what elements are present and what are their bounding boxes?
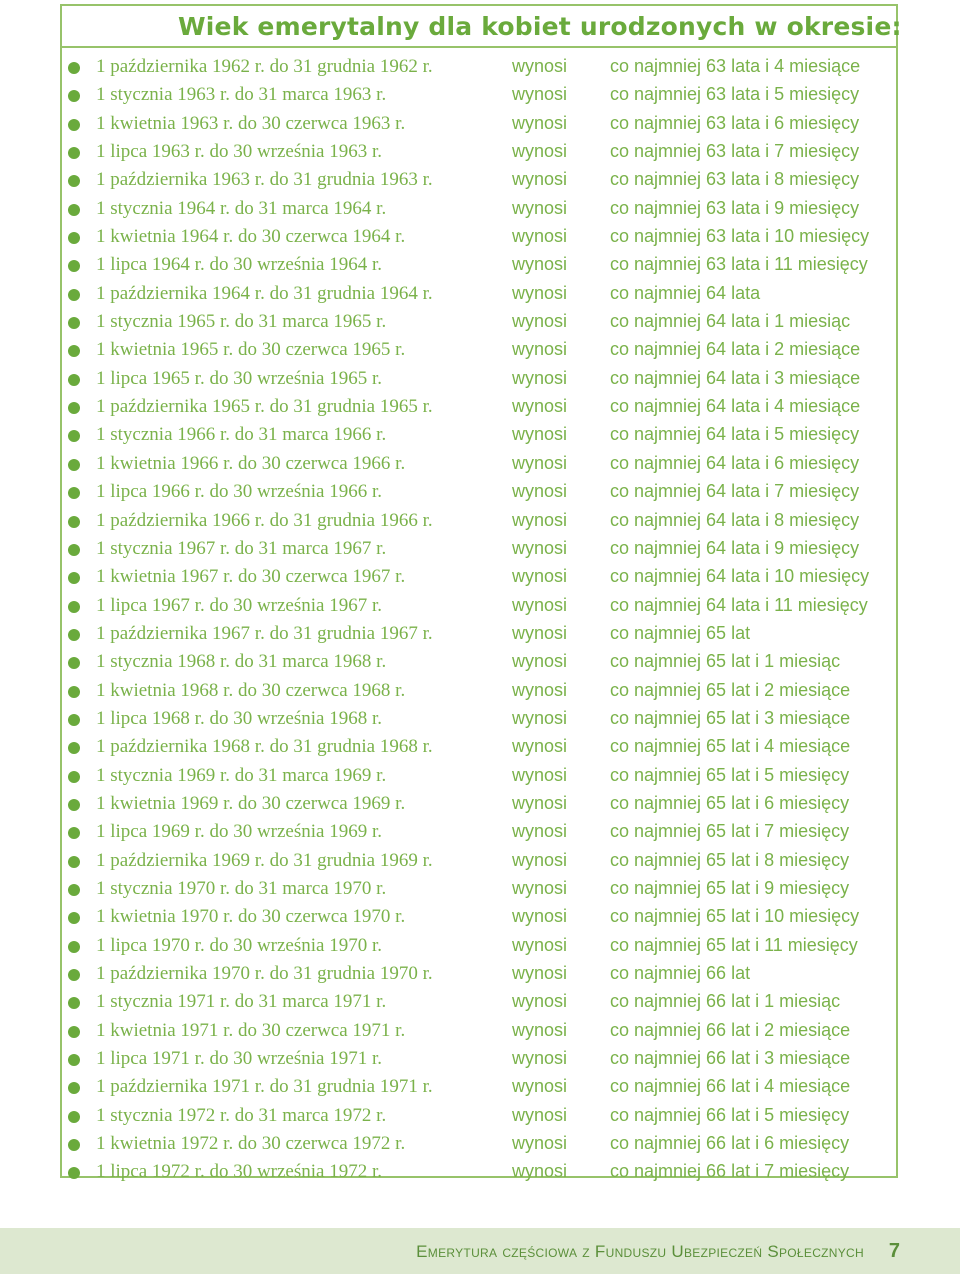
list-item xyxy=(62,706,896,734)
bullet-icon xyxy=(68,430,80,442)
birth-period: 1 kwietnia 1966 r. do 30 czerwca 1966 r. xyxy=(96,452,406,474)
retirement-age: co najmniej 64 lata i 4 miesiące xyxy=(610,396,861,417)
retirement-age: co najmniej 66 lat i 5 miesięcy xyxy=(610,1104,850,1125)
list-item xyxy=(62,876,896,904)
birth-period: 1 stycznia 1964 r. do 31 marca 1964 r. xyxy=(96,197,387,219)
bullet-icon xyxy=(68,232,80,244)
retirement-age: co najmniej 64 lata i 3 miesiące xyxy=(610,367,861,388)
list-item xyxy=(62,904,896,932)
retirement-age: co najmniej 66 lat i 2 miesiące xyxy=(610,1019,851,1040)
retirement-age: co najmniej 66 lat i 3 miesiące xyxy=(610,1048,851,1069)
verb-label: wynosi xyxy=(512,509,568,530)
verb-label: wynosi xyxy=(512,141,568,162)
verb-label: wynosi xyxy=(512,226,568,247)
list-item xyxy=(62,111,896,139)
birth-period: 1 stycznia 1967 r. do 31 marca 1967 r. xyxy=(96,537,387,559)
bullet-icon xyxy=(68,90,80,102)
birth-period: 1 października 1963 r. do 31 grudnia 1963 r. xyxy=(96,169,433,191)
retirement-age: co najmniej 65 lat i 10 miesięcy xyxy=(610,906,860,927)
birth-period: 1 stycznia 1963 r. do 31 marca 1963 r. xyxy=(96,84,387,106)
verb-label: wynosi xyxy=(512,679,568,700)
list-item xyxy=(62,536,896,564)
birth-period: 1 lipca 1965 r. do 30 września 1965 r. xyxy=(96,367,383,389)
retirement-age: co najmniej 63 lata i 5 miesięcy xyxy=(610,84,860,105)
list-item xyxy=(62,1074,896,1102)
retirement-age: co najmniej 63 lata i 4 miesiące xyxy=(610,56,861,76)
list-item xyxy=(62,734,896,762)
retirement-age: co najmniej 66 lat xyxy=(610,963,751,983)
retirement-age: co najmniej 64 lata i 5 miesięcy xyxy=(610,424,860,445)
list-item xyxy=(62,508,896,536)
retirement-age-table xyxy=(60,4,902,1183)
verb-label: wynosi xyxy=(512,991,568,1012)
page-footer xyxy=(0,1228,960,1274)
table-header xyxy=(62,6,902,48)
bullet-icon xyxy=(68,601,80,613)
birth-period: 1 kwietnia 1970 r. do 30 czerwca 1970 r. xyxy=(96,906,406,928)
birth-period: 1 stycznia 1966 r. do 31 marca 1966 r. xyxy=(96,424,387,446)
list-item xyxy=(62,621,896,649)
birth-period: 1 października 1964 r. do 31 grudnia 1964 r. xyxy=(96,282,433,304)
retirement-age: co najmniej 66 lat i 7 miesięcy xyxy=(610,1161,850,1182)
retirement-age: co najmniej 66 lat i 4 miesiące xyxy=(610,1076,851,1097)
birth-period: 1 kwietnia 1965 r. do 30 czerwca 1965 r. xyxy=(96,339,406,361)
list-item xyxy=(62,564,896,592)
verb-label: wynosi xyxy=(512,254,568,275)
birth-period: 1 października 1966 r. do 31 grudnia 1966 r. xyxy=(96,509,433,531)
verb-label: wynosi xyxy=(512,1133,568,1154)
bullet-icon xyxy=(68,1139,80,1151)
verb-label: wynosi xyxy=(512,849,568,870)
verb-label: wynosi xyxy=(512,367,568,388)
birth-period: 1 stycznia 1969 r. do 31 marca 1969 r. xyxy=(96,764,387,786)
list-item xyxy=(62,678,896,706)
birth-period: 1 października 1970 r. do 31 grudnia 1970 r. xyxy=(96,963,433,984)
list-item xyxy=(62,961,896,989)
birth-period: 1 stycznia 1972 r. do 31 marca 1972 r. xyxy=(96,1104,387,1126)
retirement-age: co najmniej 64 lata i 6 miesięcy xyxy=(610,452,860,473)
verb-label: wynosi xyxy=(512,311,568,332)
bullet-icon xyxy=(68,657,80,669)
retirement-age: co najmniej 66 lat i 1 miesiąc xyxy=(610,991,841,1012)
verb-label: wynosi xyxy=(512,56,568,76)
retirement-age: co najmniej 63 lata i 9 miesięcy xyxy=(610,197,860,218)
list-item xyxy=(62,1018,896,1046)
list-item xyxy=(62,791,896,819)
birth-period: 1 lipca 1964 r. do 30 września 1964 r. xyxy=(96,254,383,276)
bullet-icon xyxy=(68,147,80,159)
birth-period: 1 lipca 1969 r. do 30 września 1969 r. xyxy=(96,821,383,843)
list-item xyxy=(62,82,896,110)
verb-label: wynosi xyxy=(512,594,568,615)
list-item xyxy=(62,989,896,1017)
birth-period: 1 października 1969 r. do 31 grudnia 1969 r. xyxy=(96,849,433,871)
bullet-icon xyxy=(68,62,80,74)
bullet-icon xyxy=(68,799,80,811)
retirement-age: co najmniej 65 lat i 7 miesięcy xyxy=(610,821,850,842)
verb-label: wynosi xyxy=(512,1104,568,1125)
birth-period: 1 października 1965 r. do 31 grudnia 1965 r. xyxy=(96,396,433,418)
verb-label: wynosi xyxy=(512,651,568,672)
bullet-icon xyxy=(68,912,80,924)
list-item xyxy=(62,848,896,876)
verb-label: wynosi xyxy=(512,1076,568,1097)
retirement-age: co najmniej 65 lat i 1 miesiąc xyxy=(610,651,841,672)
bullet-icon xyxy=(68,742,80,754)
list-item xyxy=(62,54,896,82)
retirement-age: co najmniej 63 lata i 10 miesięcy xyxy=(610,226,870,247)
bullet-icon xyxy=(68,941,80,953)
bullet-icon xyxy=(68,204,80,216)
retirement-age: co najmniej 65 lat i 2 miesiące xyxy=(610,679,851,700)
footer-title: Emerytura częściowa z Funduszu Ubezpieczeń Społecznych xyxy=(416,1242,864,1261)
retirement-age: co najmniej 65 lat xyxy=(610,622,751,643)
birth-period: 1 lipca 1970 r. do 30 września 1970 r. xyxy=(96,934,383,956)
verb-label: wynosi xyxy=(512,197,568,218)
birth-period: 1 lipca 1966 r. do 30 września 1966 r. xyxy=(96,481,383,503)
bullet-icon xyxy=(68,260,80,272)
list-item xyxy=(62,422,896,450)
verb-label: wynosi xyxy=(512,452,568,473)
bullet-icon xyxy=(68,572,80,584)
list-item xyxy=(62,1046,896,1074)
list-item xyxy=(62,337,896,365)
list-item xyxy=(62,1159,896,1187)
birth-period: 1 kwietnia 1968 r. do 30 czerwca 1968 r. xyxy=(96,679,406,701)
verb-label: wynosi xyxy=(512,764,568,785)
retirement-age: co najmniej 64 lata i 1 miesiąc xyxy=(610,311,851,332)
verb-label: wynosi xyxy=(512,424,568,445)
birth-period: 1 stycznia 1971 r. do 31 marca 1971 r. xyxy=(96,991,387,1013)
page-number: 7 xyxy=(888,1240,900,1262)
retirement-age: co najmniej 64 lata xyxy=(610,282,761,303)
list-item xyxy=(62,224,896,252)
birth-period: 1 kwietnia 1969 r. do 30 czerwca 1969 r. xyxy=(96,792,406,814)
list-item xyxy=(62,1131,896,1159)
birth-period: 1 lipca 1968 r. do 30 września 1968 r. xyxy=(96,707,383,729)
retirement-age: co najmniej 63 lata i 8 miesięcy xyxy=(610,169,860,190)
retirement-age: co najmniej 64 lata i 7 miesięcy xyxy=(610,481,860,502)
bullet-icon xyxy=(68,544,80,556)
verb-label: wynosi xyxy=(512,481,568,502)
birth-period: 1 kwietnia 1967 r. do 30 czerwca 1967 r. xyxy=(96,566,406,588)
birth-period: 1 stycznia 1965 r. do 31 marca 1965 r. xyxy=(96,311,387,333)
verb-label: wynosi xyxy=(512,792,568,813)
verb-label: wynosi xyxy=(512,1048,568,1069)
verb-label: wynosi xyxy=(512,821,568,842)
retirement-age: co najmniej 65 lat i 3 miesiące xyxy=(610,707,851,728)
retirement-age: co najmniej 65 lat i 9 miesięcy xyxy=(610,877,850,898)
list-item xyxy=(62,167,896,195)
bullet-icon xyxy=(68,119,80,131)
bullet-icon xyxy=(68,317,80,329)
retirement-age: co najmniej 64 lata i 9 miesięcy xyxy=(610,537,860,558)
bullet-icon xyxy=(68,1111,80,1123)
list-item xyxy=(62,933,896,961)
list-item xyxy=(62,451,896,479)
verb-label: wynosi xyxy=(512,906,568,927)
birth-period: 1 października 1962 r. do 31 grudnia 1962 r. xyxy=(96,56,433,77)
list-item xyxy=(62,1103,896,1131)
birth-period: 1 października 1968 r. do 31 grudnia 1968 r. xyxy=(96,736,433,758)
retirement-age: co najmniej 64 lata i 11 miesięcy xyxy=(610,594,868,615)
retirement-age: co najmniej 63 lata i 6 miesięcy xyxy=(610,112,860,133)
bullet-icon xyxy=(68,856,80,868)
list-item xyxy=(62,196,896,224)
retirement-age: co najmniej 63 lata i 11 miesięcy xyxy=(610,254,868,275)
list-item xyxy=(62,593,896,621)
retirement-age: co najmniej 65 lat i 5 miesięcy xyxy=(610,764,850,785)
verb-label: wynosi xyxy=(512,736,568,757)
list-item xyxy=(62,763,896,791)
verb-label: wynosi xyxy=(512,282,568,303)
bullet-icon xyxy=(68,1026,80,1038)
retirement-age: co najmniej 65 lat i 8 miesięcy xyxy=(610,849,850,870)
verb-label: wynosi xyxy=(512,1019,568,1040)
birth-period: 1 kwietnia 1964 r. do 30 czerwca 1964 r. xyxy=(96,226,406,248)
retirement-age: co najmniej 66 lat i 6 miesięcy xyxy=(610,1133,850,1154)
birth-period: 1 października 1971 r. do 31 grudnia 1971 r. xyxy=(96,1076,433,1098)
bullet-icon xyxy=(68,289,80,301)
verb-label: wynosi xyxy=(512,963,568,983)
list-item xyxy=(62,139,896,167)
bullet-icon xyxy=(68,969,80,981)
bullet-icon xyxy=(68,1082,80,1094)
verb-label: wynosi xyxy=(512,112,568,133)
retirement-age: co najmniej 64 lata i 2 miesiące xyxy=(610,339,861,360)
list-item xyxy=(62,394,896,422)
birth-period: 1 stycznia 1970 r. do 31 marca 1970 r. xyxy=(96,877,387,899)
bullet-icon xyxy=(68,374,80,386)
bullet-icon xyxy=(68,771,80,783)
bullet-icon xyxy=(68,629,80,641)
verb-label: wynosi xyxy=(512,934,568,955)
birth-period: 1 lipca 1972 r. do 30 września 1972 r. xyxy=(96,1161,383,1183)
bullet-icon xyxy=(68,402,80,414)
table-title: Wiek emerytalny dla kobiet urodzonych w okresie: xyxy=(178,12,902,41)
verb-label: wynosi xyxy=(512,566,568,587)
retirement-age: co najmniej 65 lat i 4 miesiące xyxy=(610,736,851,757)
retirement-age: co najmniej 63 lata i 7 miesięcy xyxy=(610,141,860,162)
verb-label: wynosi xyxy=(512,537,568,558)
bullet-icon xyxy=(68,714,80,726)
bullet-icon xyxy=(68,827,80,839)
list-item xyxy=(62,366,896,394)
verb-label: wynosi xyxy=(512,339,568,360)
birth-period: 1 kwietnia 1971 r. do 30 czerwca 1971 r. xyxy=(96,1019,406,1041)
verb-label: wynosi xyxy=(512,622,568,643)
birth-period: 1 kwietnia 1963 r. do 30 czerwca 1963 r. xyxy=(96,112,406,134)
bullet-icon xyxy=(68,686,80,698)
retirement-age: co najmniej 65 lat i 11 miesięcy xyxy=(610,934,858,955)
list-item xyxy=(62,819,896,847)
birth-period: 1 kwietnia 1972 r. do 30 czerwca 1972 r. xyxy=(96,1133,406,1155)
retirement-age: co najmniej 64 lata i 10 miesięcy xyxy=(610,566,870,587)
birth-period: 1 lipca 1967 r. do 30 września 1967 r. xyxy=(96,594,383,616)
bullet-icon xyxy=(68,1167,80,1179)
list-item xyxy=(62,649,896,677)
bullet-icon xyxy=(68,459,80,471)
rows-list xyxy=(62,54,896,1188)
verb-label: wynosi xyxy=(512,396,568,417)
list-item xyxy=(62,252,896,280)
verb-label: wynosi xyxy=(512,877,568,898)
bullet-icon xyxy=(68,487,80,499)
birth-period: 1 października 1967 r. do 31 grudnia 1967 r. xyxy=(96,622,433,644)
list-item xyxy=(62,479,896,507)
bullet-icon xyxy=(68,997,80,1009)
bullet-icon xyxy=(68,175,80,187)
birth-period: 1 stycznia 1968 r. do 31 marca 1968 r. xyxy=(96,651,387,673)
retirement-age: co najmniej 64 lata i 8 miesięcy xyxy=(610,509,860,530)
birth-period: 1 lipca 1971 r. do 30 września 1971 r. xyxy=(96,1048,383,1070)
verb-label: wynosi xyxy=(512,1161,568,1182)
verb-label: wynosi xyxy=(512,707,568,728)
retirement-age: co najmniej 65 lat i 6 miesięcy xyxy=(610,792,850,813)
list-item xyxy=(62,309,896,337)
bullet-icon xyxy=(68,1054,80,1066)
verb-label: wynosi xyxy=(512,84,568,105)
bullet-icon xyxy=(68,516,80,528)
verb-label: wynosi xyxy=(512,169,568,190)
list-item xyxy=(62,281,896,309)
bullet-icon xyxy=(68,345,80,357)
birth-period: 1 lipca 1963 r. do 30 września 1963 r. xyxy=(96,141,383,163)
bullet-icon xyxy=(68,884,80,896)
